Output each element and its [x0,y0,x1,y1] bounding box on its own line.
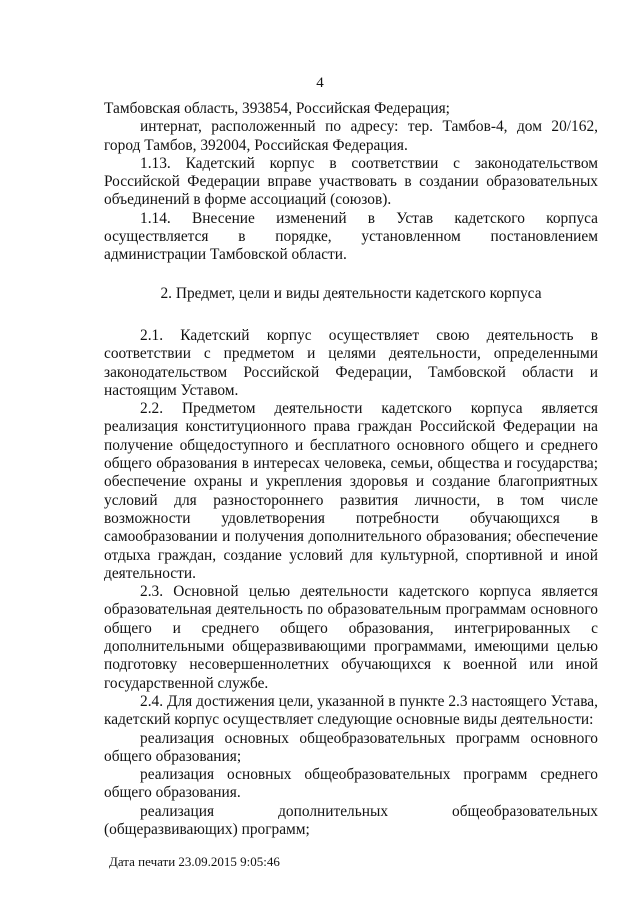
document-body [104,100,598,839]
page-number: 4 [316,75,324,91]
paragraph-1-14: 1.14. Внесение изменений в Устав кадетского корпуса осуществляется в порядке, установленном постановлением администрации Тамбовской области. [104,209,598,264]
paragraph-1-13: 1.13. Кадетский корпус в соответствии с законодательством Российской Федерации вправе участвовать в создании образовательных объединений в форме ассоциаций (союзов). [104,154,598,209]
list-item-basic-general: реализация основных общеобразовательных программ основного общего образования; [104,729,598,765]
paragraph-address-end: Тамбовская область, 393854, Российская Федерация; [104,100,450,117]
list-item-secondary-general: реализация основных общеобразовательных программ среднего общего образования. [104,766,598,802]
paragraph-2-4: 2.4. Для достижения цели, указанной в пункте 2.3 настоящего Устава, кадетский корпус осуществляет следующие основные виды деятельности: [104,692,598,729]
print-date-footer: Дата печати 23.09.2015 9:05:46 [109,854,280,869]
list-item-additional-programs: реализация дополнительных общеобразовательных (общеразвивающих) программ; [104,802,598,838]
paragraph-2-1: 2.1. Кадетский корпус осуществляет свою деятельность в соответствии с предметом и целями деятельности, определенными законодательством Российской Федерации, Тамбовской области и настоящим Уставом. [104,326,598,399]
paragraph-2-2: 2.2. Предметом деятельности кадетского корпуса является реализация конституционного права граждан Российской Федерации на получение общедоступного и бесплатного основного общего и среднего общего образования в интересах человека, семьи, общества и государства; обеспечение охраны и укрепления здоровья и создание благоприятных условий для разностороннего развития личности, в том числе возможности удовлетворения потребности обучающихся в самообразовании и получения дополнительного образования; обеспечение отдыха граждан, создание условий для культурной, спортивной и иной деятельности. [104,400,598,582]
paragraph-2-3: 2.3. Основной целью деятельности кадетского корпуса является образовательная деятельность по образовательным программам основного общего и среднего общего образования, интегрированных с дополнительными общеразвивающими программами, имеющими целью подготовку несовершеннолетних обучающихся к военной или иной государственной службе. [104,583,598,692]
paragraph-internat-address: интернат, расположенный по адресу: тер. Тамбов-4, дом 20/162, город Тамбов, 392004, Российская Федерация. [104,118,598,154]
section-heading: 2. Предмет, цели и виды деятельности кадетского корпуса [160,284,542,302]
